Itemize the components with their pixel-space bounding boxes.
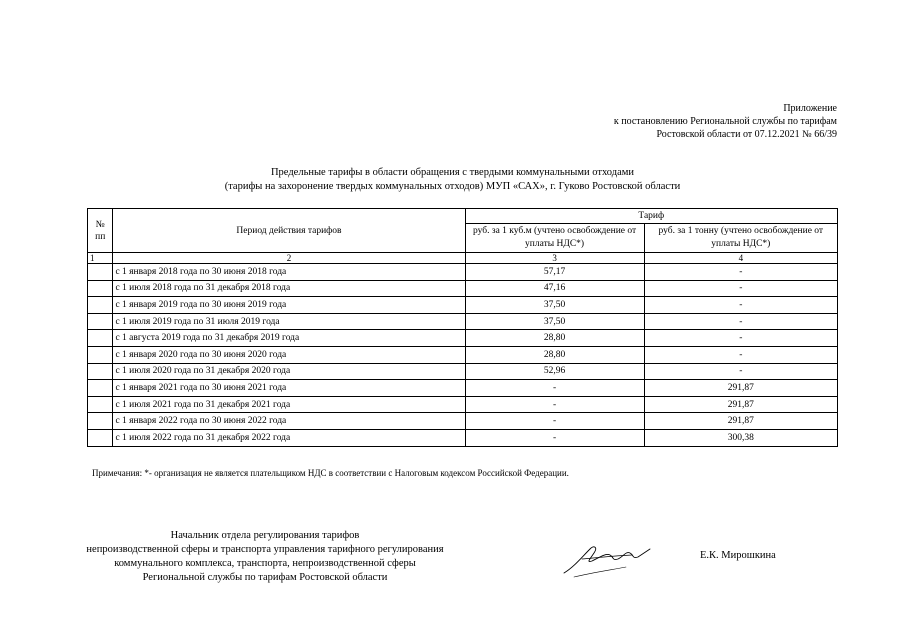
- tariff-cubic-cell: -: [465, 396, 644, 413]
- document-title: [0, 166, 905, 194]
- tariff-cubic-cell: 37,50: [465, 297, 644, 314]
- table-row: [88, 346, 838, 363]
- row-number-cell: [88, 297, 113, 314]
- period-cell: с 1 января 2019 года по 30 июня 2019 года: [113, 297, 465, 314]
- row-number-cell: [88, 363, 113, 380]
- tariff-ton-cell: -: [644, 264, 837, 281]
- tariff-ton-cell: -: [644, 346, 837, 363]
- table-row: [88, 264, 838, 281]
- tariff-ton-cell: -: [644, 280, 837, 297]
- period-cell: с 1 января 2018 года по 30 июня 2018 года: [113, 264, 465, 281]
- index-cell-4: 4: [644, 253, 837, 264]
- period-cell: с 1 января 2020 года по 30 июня 2020 года: [113, 346, 465, 363]
- row-number-cell: [88, 413, 113, 430]
- tariff-cubic-cell: 57,17: [465, 264, 644, 281]
- row-number-cell: [88, 396, 113, 413]
- signer-line-2: непроизводственной сферы и транспорта управления тарифного регулирования: [86, 544, 444, 555]
- period-cell: с 1 июля 2019 года по 31 июля 2019 года: [113, 313, 465, 330]
- table-row: [88, 413, 838, 430]
- header-period: Период действия тарифов: [113, 209, 465, 253]
- period-cell: с 1 июля 2020 года по 31 декабря 2020 года: [113, 363, 465, 380]
- title-line-1: Предельные тарифы в области обращения с твердыми коммунальными отходами: [270, 167, 635, 178]
- tariff-cubic-cell: -: [465, 429, 644, 446]
- period-cell: с 1 июля 2021 года по 31 декабря 2021 года: [113, 396, 465, 413]
- table-row: [88, 330, 838, 347]
- table-row: [88, 280, 838, 297]
- handwritten-signature: [560, 537, 652, 579]
- tariff-cubic-cell: 47,16: [465, 280, 644, 297]
- row-number-cell: [88, 280, 113, 297]
- table-row: [88, 313, 838, 330]
- table-row: [88, 396, 838, 413]
- tariff-table: [87, 208, 838, 447]
- row-number-cell: [88, 346, 113, 363]
- row-number-cell: [88, 330, 113, 347]
- index-cell-2: 2: [113, 253, 465, 264]
- tariff-ton-cell: -: [644, 313, 837, 330]
- tariff-cubic-cell: 28,80: [465, 330, 644, 347]
- tariff-cubic-cell: -: [465, 380, 644, 397]
- signer-line-1: Начальник отдела регулирования тарифов: [170, 530, 360, 541]
- tariff-cubic-cell: 28,80: [465, 346, 644, 363]
- index-cell-3: 3: [465, 253, 644, 264]
- period-cell: с 1 января 2022 года по 30 июня 2022 года: [113, 413, 465, 430]
- tariff-cubic-cell: 52,96: [465, 363, 644, 380]
- tariff-ton-cell: 291,87: [644, 380, 837, 397]
- signer-name: Е.К. Мирошкина: [700, 550, 776, 561]
- title-line-2: (тарифы на захоронение твердых коммунальных отходов) МУП «САХ», г. Гуково Ростовской области: [224, 181, 681, 192]
- signer-line-3: коммунального комплекса, транспорта, непроизводственной сферы: [114, 558, 416, 569]
- tariff-ton-cell: 291,87: [644, 396, 837, 413]
- header-unit-cubic-meter: руб. за 1 куб.м (учтено освобождение от уплаты НДС*): [465, 224, 644, 253]
- appendix-line-1: Приложение: [783, 103, 837, 114]
- row-number-cell: [88, 429, 113, 446]
- vat-footnote: Примечания: *- организация не является плательщиком НДС в соответствии с Налоговым кодексом Российской Федерации.: [92, 468, 569, 478]
- tariff-ton-cell: -: [644, 330, 837, 347]
- period-cell: с 1 января 2021 года по 30 июня 2021 года: [113, 380, 465, 397]
- index-cell-1: 1: [88, 253, 113, 264]
- appendix-line-2: к постановлению Региональной службы по тарифам: [613, 116, 837, 127]
- appendix-header: [614, 102, 837, 141]
- tariff-ton-cell: 300,38: [644, 429, 837, 446]
- tariff-cubic-cell: 37,50: [465, 313, 644, 330]
- tariff-ton-cell: 291,87: [644, 413, 837, 430]
- tariff-cubic-cell: -: [465, 413, 644, 430]
- row-number-cell: [88, 313, 113, 330]
- table-row: [88, 297, 838, 314]
- header-unit-ton: руб. за 1 тонну (учтено освобождение от уплаты НДС*): [644, 224, 837, 253]
- appendix-line-3: Ростовской области от 07.12.2021 № 66/39: [656, 129, 837, 140]
- period-cell: с 1 июля 2022 года по 31 декабря 2022 года: [113, 429, 465, 446]
- table-row: [88, 380, 838, 397]
- tariff-ton-cell: -: [644, 363, 837, 380]
- row-number-cell: [88, 264, 113, 281]
- period-cell: с 1 августа 2019 года по 31 декабря 2019 года: [113, 330, 465, 347]
- signer-position: [40, 529, 490, 585]
- header-tariff: Тариф: [465, 209, 837, 224]
- row-number-cell: [88, 380, 113, 397]
- table-row: [88, 429, 838, 446]
- tariff-ton-cell: -: [644, 297, 837, 314]
- period-cell: с 1 июля 2018 года по 31 декабря 2018 года: [113, 280, 465, 297]
- table-row: [88, 363, 838, 380]
- header-num: № пп: [88, 209, 113, 253]
- signer-line-4: Региональной службы по тарифам Ростовской области: [142, 572, 388, 583]
